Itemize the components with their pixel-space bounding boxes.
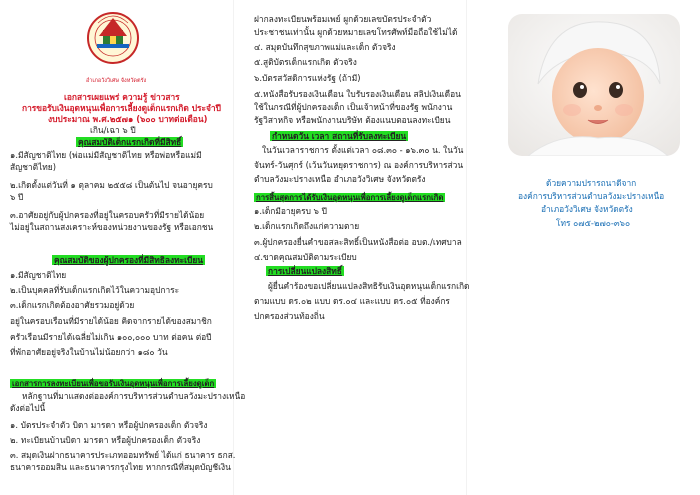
sec2-item-2: ๒.เป็นบุคคลที่รับเด็กแรกเกิดไว้ในความอุปการะ bbox=[10, 285, 180, 295]
mid-cont-4: ๕.สูติบัตรเด็กแรกเกิด ตัวจริง bbox=[254, 57, 357, 67]
header-line-3: งบประมาณ พ.ศ.๒๕๗๑ (๖๐๐ บาทต่อเดือน) bbox=[48, 114, 208, 124]
sec3-item-2: ๒. ทะเบียนบ้านบิดา มารดา หรือผู้ปกครองเด็ก ตัวจริง bbox=[10, 435, 201, 445]
sec1-item-2: ๒.เกิดตั้งแต่วันที่ ๑ ตุลาคม ๒๕๕๘ เป็นต้นไป จนอายุครบ bbox=[10, 180, 213, 190]
header-line-1: เอกสารเผยแพร่ ความรู้ ข่าวสาร bbox=[64, 92, 180, 102]
sec3-item-3b: ธนาคารออมสิน และธนาคารกรุงไทย หากกรณีที่สมุดบัญชีเงิน bbox=[10, 462, 231, 472]
sec4-item-2: จันทร์-วันศุกร์ (เว้นวันหยุดราชการ) ณ องค์การบริหารส่วน bbox=[254, 160, 464, 170]
sec4-item-1: ในวันเวลาราชการ ตั้งแต่เวลา ๐๘.๓๐ - ๑๖.๓๐ น. ในวัน bbox=[262, 145, 464, 155]
sec1-item-2b: ๖ ปี bbox=[10, 192, 24, 202]
fold-line-right bbox=[466, 0, 467, 495]
sec6-item-3: ปกครองส่วนท้องถิ่น bbox=[254, 311, 325, 321]
sec2-item-1: ๑.มีสัญชาติไทย bbox=[10, 270, 67, 280]
mid-cont-6: ๕.หนังสือรับรองเงินเดือน ใบรับรองเงินเดือน สลิปเงินเดือน bbox=[254, 89, 461, 99]
right-line-3: อำเภอวังวิเศษ จังหวัดตรัง bbox=[541, 204, 633, 214]
sec4-item-3: ตำบลวังมะปรางเหนือ อำเภอวังวิเศษ จังหวัดตรัง bbox=[254, 174, 426, 184]
mid-cont-5: ๖.บัตรสวัสดิการแห่งรัฐ (ถ้ามี) bbox=[254, 73, 361, 83]
sec2-heading: คุณสมบัติของผู้ปกครองที่มีสิทธิลงทะเบียน bbox=[54, 255, 203, 265]
sec3-intro-2: ดังต่อไปนี้ bbox=[10, 403, 46, 413]
sec3-intro: หลักฐานที่มาแสดงต่อองค์การบริหารส่วนตำบลวังมะปรางเหนือ bbox=[22, 391, 246, 401]
sec6-item-1: ผู้ยื่นคำร้องขอเปลี่ยนแปลงสิทธิรับเงินอุดหนุนเด็กแรกเกิด bbox=[268, 281, 470, 291]
baby-photo bbox=[508, 14, 680, 156]
seal-logo bbox=[86, 6, 140, 86]
header-line-4: เกิน/เฉา ๖ ปี bbox=[90, 125, 136, 135]
sec6-heading: การเปลี่ยนแปลงสิทธิ์ bbox=[268, 266, 342, 276]
sec5-item-3: ๓.ผู้ปกครองยื่นคำขอสละสิทธิ์เป็นหนังสือต่อ อบต./เทศบาล bbox=[254, 237, 462, 247]
mid-cont-1: ฝากลงทะเบียนพร้อมเพย์ ผูกด้วยเลขบัตรประจำตัว bbox=[254, 14, 432, 24]
sec5-heading: การสิ้นสุดการได้รับเงินอุดหนุนเพื่อการเลี้ยงดูเด็กแรกเกิด bbox=[256, 193, 444, 202]
sec3-heading: เอกสารการลงทะเบียนเพื่อขอรับเงินอุดหนุนเพื่อการเลี้ยงดูเด็ก bbox=[12, 379, 215, 388]
sec2-item-4: อยู่ในครอบเรือนที่มีรายได้น้อย คิดจากรายได้ของสมาชิก bbox=[10, 316, 212, 326]
right-line-2: องค์การบริหารส่วนตำบลวังมะปรางเหนือ bbox=[518, 191, 665, 201]
sec1-item-3: ๓.อาศัยอยู่กับผู้ปกครองที่อยู่ในครอบครัวที่มีรายได้น้อย bbox=[10, 210, 205, 220]
sec1-item-1b: สัญชาติไทย) bbox=[10, 162, 56, 172]
mid-cont-8: รัฐวิสาหกิจ หรือพนักงานบริษัท ต้องแนบตอนลงทะเบียน bbox=[254, 115, 451, 125]
logo-caption: อำเภอวังวิเศษ จังหวัดตรัง bbox=[86, 78, 147, 84]
mid-cont-3: ๔. สมุดบันทึกสุขภาพแม่และเด็ก ตัวจริง bbox=[254, 42, 396, 52]
right-line-4: โทร ๐๗๕-๒๗๐-๓๖๐ bbox=[556, 218, 631, 228]
sec2-item-3: ๓.เด็กแรกเกิดต้องอาศัยรวมอยู่ด้วย bbox=[10, 300, 135, 310]
sec2-item-6: ที่พักอาศัยอยู่จริงในบ้านไม่น้อยกว่า ๑๘๐ วัน bbox=[10, 347, 168, 357]
sec3-item-1: ๑. บัตรประจำตัว บิดา มารดา หรือผู้ปกครองเด็ก ตัวจริง bbox=[10, 420, 208, 430]
fold-line-left bbox=[233, 0, 234, 495]
sec5-item-1: ๑.เด็กมีอายุครบ ๖ ปี bbox=[254, 206, 327, 216]
sec2-item-5: ครัวเรือนมีรายได้เฉลี่ยไม่เกิน ๑๐๐,๐๐๐ บาท ต่อคน ต่อปี bbox=[10, 332, 212, 342]
sec6-item-2: ตามแบบ ดร.๐๒ แบบ ดร.๐๔ และแบบ ดร.๐๕ ที่องค์กร bbox=[254, 296, 450, 306]
sec1-item-3b: ไม่อยู่ในสถานสงเคราะห์ของหน่วยงานของรัฐ หรือเอกชน bbox=[10, 222, 214, 232]
header-line-2: การขอรับเงินอุดหนุนเพื่อการเลี้ยงดูเด็กแรกเกิด ประจำปี bbox=[22, 103, 221, 113]
sec3-item-3: ๓. สมุดเงินฝากธนาคารประเภทออมทรัพย์ ได้แก่ ธนาคาร ธกส. bbox=[10, 450, 236, 460]
right-line-1: ด้วยความปรารถนาดีจาก bbox=[546, 178, 637, 188]
sec1-item-1: ๑.มีสัญชาติไทย (พ่อแม่มีสัญชาติไทย หรือพ่อหรือแม่มี bbox=[10, 150, 202, 160]
mid-cont-7: ใช้ในกรณีที่ผู้ปกครองเด็ก เป็นเจ้าหน้าที่ของรัฐ พนักงาน bbox=[254, 102, 453, 112]
mid-cont-2: ประชาชนเท่านั้น ผูกด้วยหมายเลขโทรศัพท์มือถือใช้ไม่ได้ bbox=[254, 27, 458, 37]
sec4-heading: กำหนดวัน เวลา สถานที่รับลงทะเบียน bbox=[272, 131, 407, 141]
sec5-item-2: ๒.เด็กแรกเกิดถึงแก่ความตาย bbox=[254, 221, 360, 231]
sec1-heading: คุณสมบัติเด็กแรกเกิดที่มีสิทธิ์ bbox=[78, 137, 182, 147]
sec5-item-4: ๔.ขาดคุณสมบัติตามระเบียบ bbox=[254, 252, 357, 262]
